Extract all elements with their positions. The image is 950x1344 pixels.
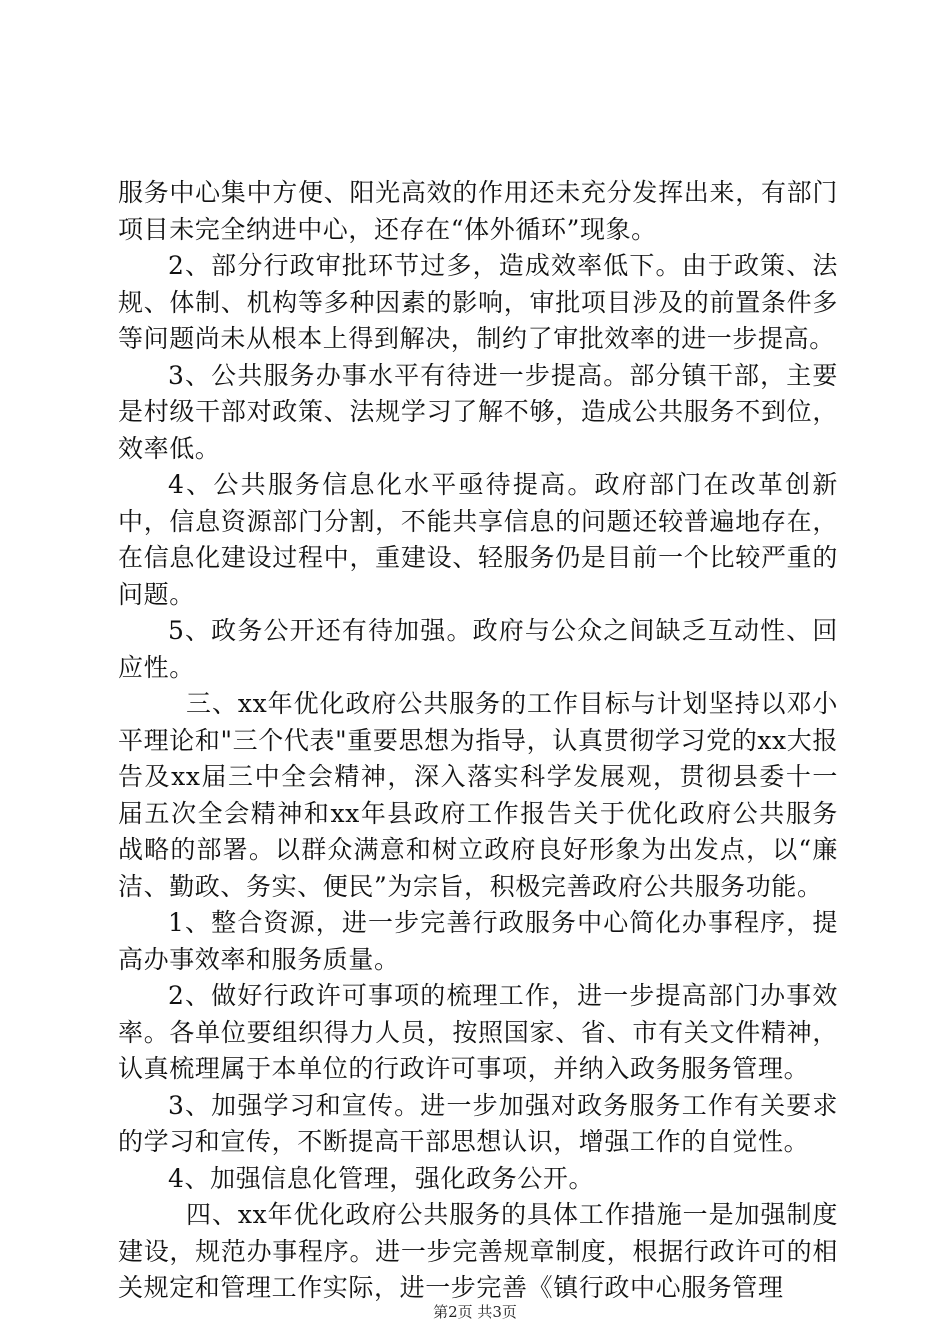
page-number-footer: 第2页 共3页	[433, 1303, 517, 1321]
paragraph-item-3: 3、公共服务办事水平有待进一步提高。部分镇干部，主要是村级干部对政策、法规学习了解不够，造成公共服务不到位，效率低。	[118, 360, 838, 463]
section-heading-3: 三、xx年优化政府公共服务的工作目标与计划坚持以邓小平理论和"三个代表"重要思想为指导，认真贯彻学习党的xx大报告及xx届三中全会精神，深入落实科学发展观，贯彻县委十一届五次全会精神和xx年县政府工作报告关于优化政府公共服务战略的部署。以群众满意和树立政府良好形象为出发点，以“廉洁、勤政、务实、便民”为宗旨，积极完善政府公共服务功能。	[118, 689, 838, 901]
section-heading-4: 四、xx年优化政府公共服务的具体工作措施一是加强制度建设，规范办事程序。进一步完善规章制度，根据行政许可的相关规定和管理工作实际，进一步完善《镇行政中心服务管理	[118, 1200, 838, 1302]
paragraph-goal-1: 1、整合资源，进一步完善行政服务中心简化办事程序，提高办事效率和服务质量。	[118, 908, 838, 974]
paragraph-item-5: 5、政务公开还有待加强。政府与公众之间缺乏互动性、回应性。	[118, 616, 838, 682]
paragraph-continuation: 服务中心集中方便、阳光高效的作用还未充分发挥出来，有部门项目未完全纳进中心，还存在“体外循环”现象。	[118, 178, 838, 244]
paragraph-goal-3: 3、加强学习和宣传。进一步加强对政务服务工作有关要求的学习和宣传，不断提高干部思想认识，增强工作的自觉性。	[118, 1090, 838, 1156]
paragraph-goal-2: 2、做好行政许可事项的梳理工作，进一步提高部门办事效率。各单位要组织得力人员，按照国家、省、市有关文件精神，认真梳理属于本单位的行政许可事项，并纳入政务服务管理。	[118, 981, 838, 1083]
document-body	[118, 175, 838, 1307]
paragraph-goal-4: 4、加强信息化管理，强化政务公开。	[168, 1163, 595, 1193]
paragraph-item-2: 2、部分行政审批环节过多，造成效率低下。由于政策、法规、体制、机构等多种因素的影响，审批项目涉及的前置条件多等问题尚未从根本上得到解决，制约了审批效率的进一步提高。	[118, 251, 838, 353]
paragraph-item-4: 4、公共服务信息化水平亟待提高。政府部门在改革创新中，信息资源部门分割，不能共享信息的问题还较普遍地存在，在信息化建设过程中，重建设、轻服务仍是目前一个比较严重的问题。	[118, 470, 838, 609]
